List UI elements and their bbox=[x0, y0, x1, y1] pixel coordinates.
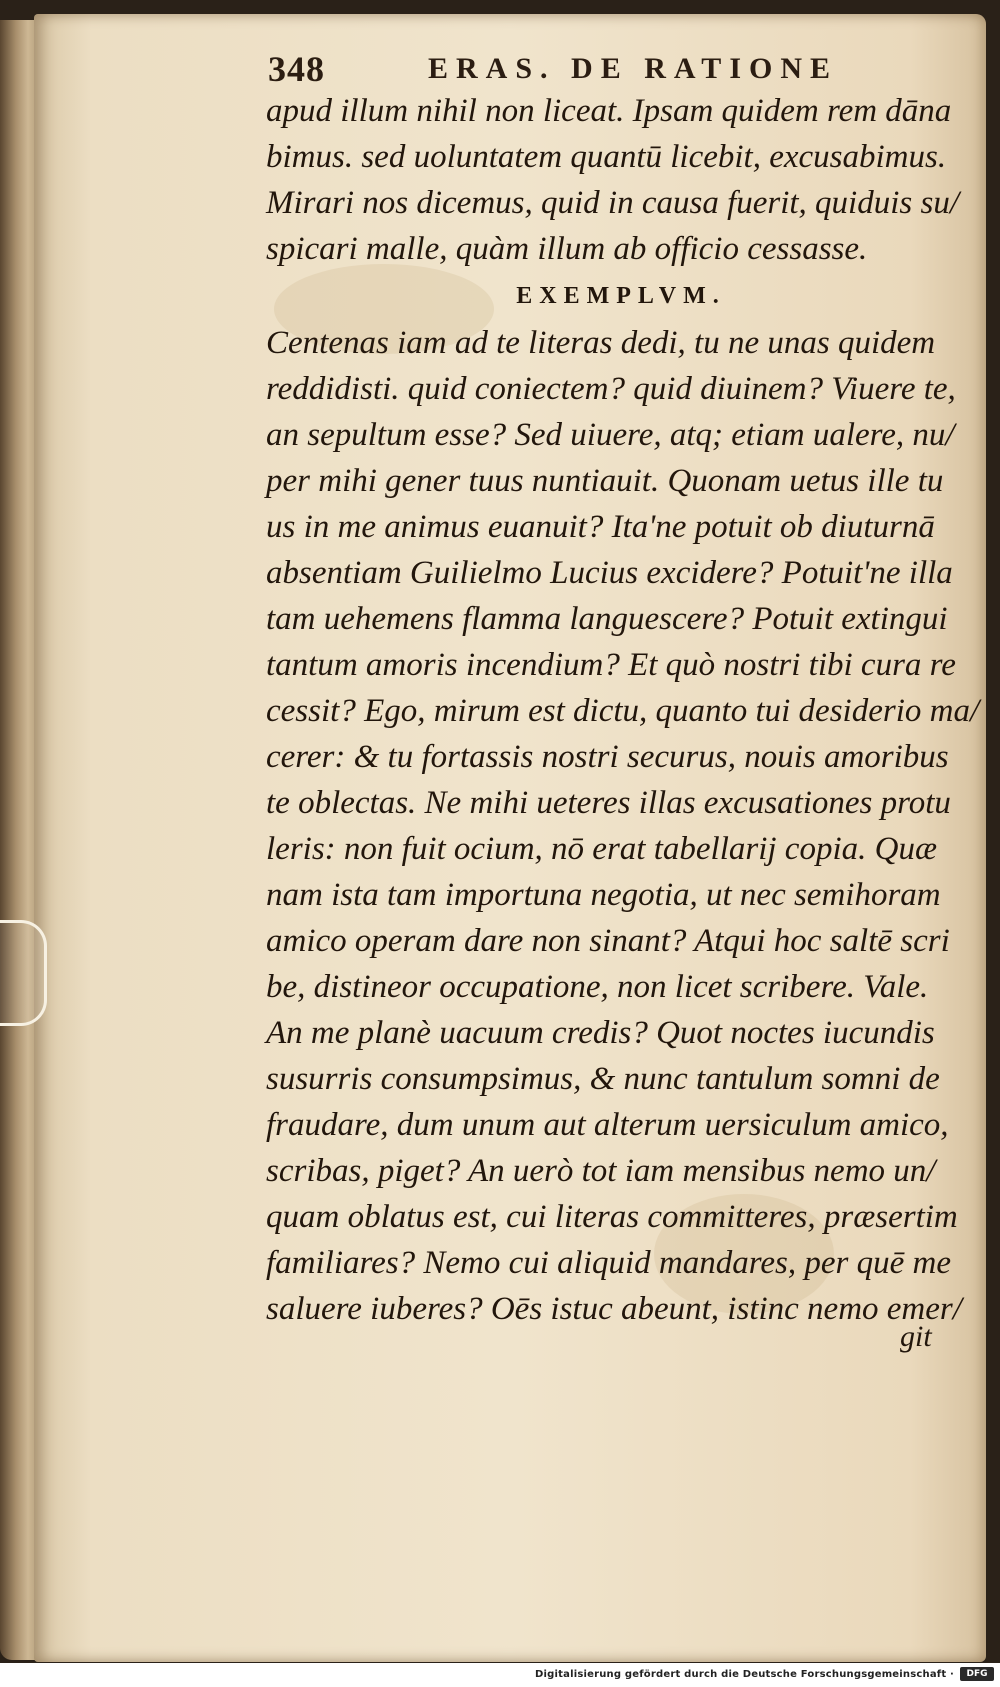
example-line: cessit? Ego, mirum est dictu, quanto tui desiderio ma/ bbox=[266, 693, 980, 729]
page-number: 348 bbox=[268, 49, 325, 89]
example-line: be, distineor occupatione, non licet scribere. Vale. bbox=[266, 969, 929, 1005]
example-line: Centenas iam ad te literas dedi, tu ne unas quidem bbox=[266, 325, 936, 361]
example-line: scribas, piget? An uerò tot iam mensibus nemo un/ bbox=[266, 1153, 936, 1189]
example-line: reddidisti. quid coniectem? quid diuinem? Viuere te, bbox=[266, 371, 956, 407]
example-line: susurris consumpsimus, & nunc tantulum somni de bbox=[266, 1061, 940, 1097]
example-line: nam ista tam importuna negotia, ut nec semihoram bbox=[266, 877, 941, 913]
example-line: fraudare, dum unum aut alterum uersiculum amico, bbox=[266, 1107, 949, 1143]
example-line: te oblectas. Ne mihi ueteres illas excusationes protu bbox=[266, 785, 951, 821]
section-heading: EXEMPLVM. bbox=[516, 283, 726, 309]
example-line: absentiam Guilielmo Lucius excidere? Potuit'ne illa bbox=[266, 555, 953, 591]
example-line: tantum amoris incendium? Et quò nostri tibi cura re bbox=[266, 647, 956, 683]
catchword: git bbox=[900, 1320, 932, 1353]
body-line: bimus. sed uoluntatem quantū licebit, excusabimus. bbox=[266, 139, 947, 175]
example-line: cerer: & tu fortassis nostri securus, nouis amoribus bbox=[266, 739, 949, 775]
body-line: spicari malle, quàm illum ab officio cessasse. bbox=[266, 231, 868, 267]
digitization-footer bbox=[0, 1663, 1000, 1687]
page-tab-marker bbox=[0, 920, 47, 1026]
example-line: an sepultum esse? Sed uiuere, atq; etiam ualere, nu/ bbox=[266, 417, 955, 453]
example-line: leris: non fuit ocium, nō erat tabellarij copia. Quæ bbox=[266, 831, 937, 867]
example-line: amico operam dare non sinant? Atqui hoc saltē scri bbox=[266, 923, 950, 959]
dfg-logo-icon: DFG bbox=[960, 1667, 994, 1681]
example-line: An me planè uacuum credis? Quot noctes iucundis bbox=[266, 1015, 935, 1051]
text-block bbox=[266, 88, 980, 1332]
example-line: per mihi gener tuus nuntiauit. Quonam uetus ille tu bbox=[266, 463, 944, 499]
body-line: Mirari nos dicemus, quid in causa fuerit, quiduis su/ bbox=[266, 185, 959, 221]
example-line: saluere iuberes? Oēs istuc abeunt, istinc nemo emer/ bbox=[266, 1291, 962, 1327]
example-line: tam uehemens flamma languescere? Potuit extingui bbox=[266, 601, 948, 637]
funding-credit: Digitalisierung gefördert durch die Deutsche Forschungsgemeinschaft · bbox=[535, 1669, 954, 1680]
example-line: quam oblatus est, cui literas committeres, præsertim bbox=[266, 1199, 958, 1235]
example-line: us in me animus euanuit? Ita'ne potuit ob diuturnā bbox=[266, 509, 935, 545]
example-line: familiares? Nemo cui aliquid mandares, per quē me bbox=[266, 1245, 951, 1281]
running-head: ERAS. DE RATIONE bbox=[428, 52, 838, 85]
body-line: apud illum nihil non liceat. Ipsam quidem rem dāna bbox=[266, 93, 952, 129]
